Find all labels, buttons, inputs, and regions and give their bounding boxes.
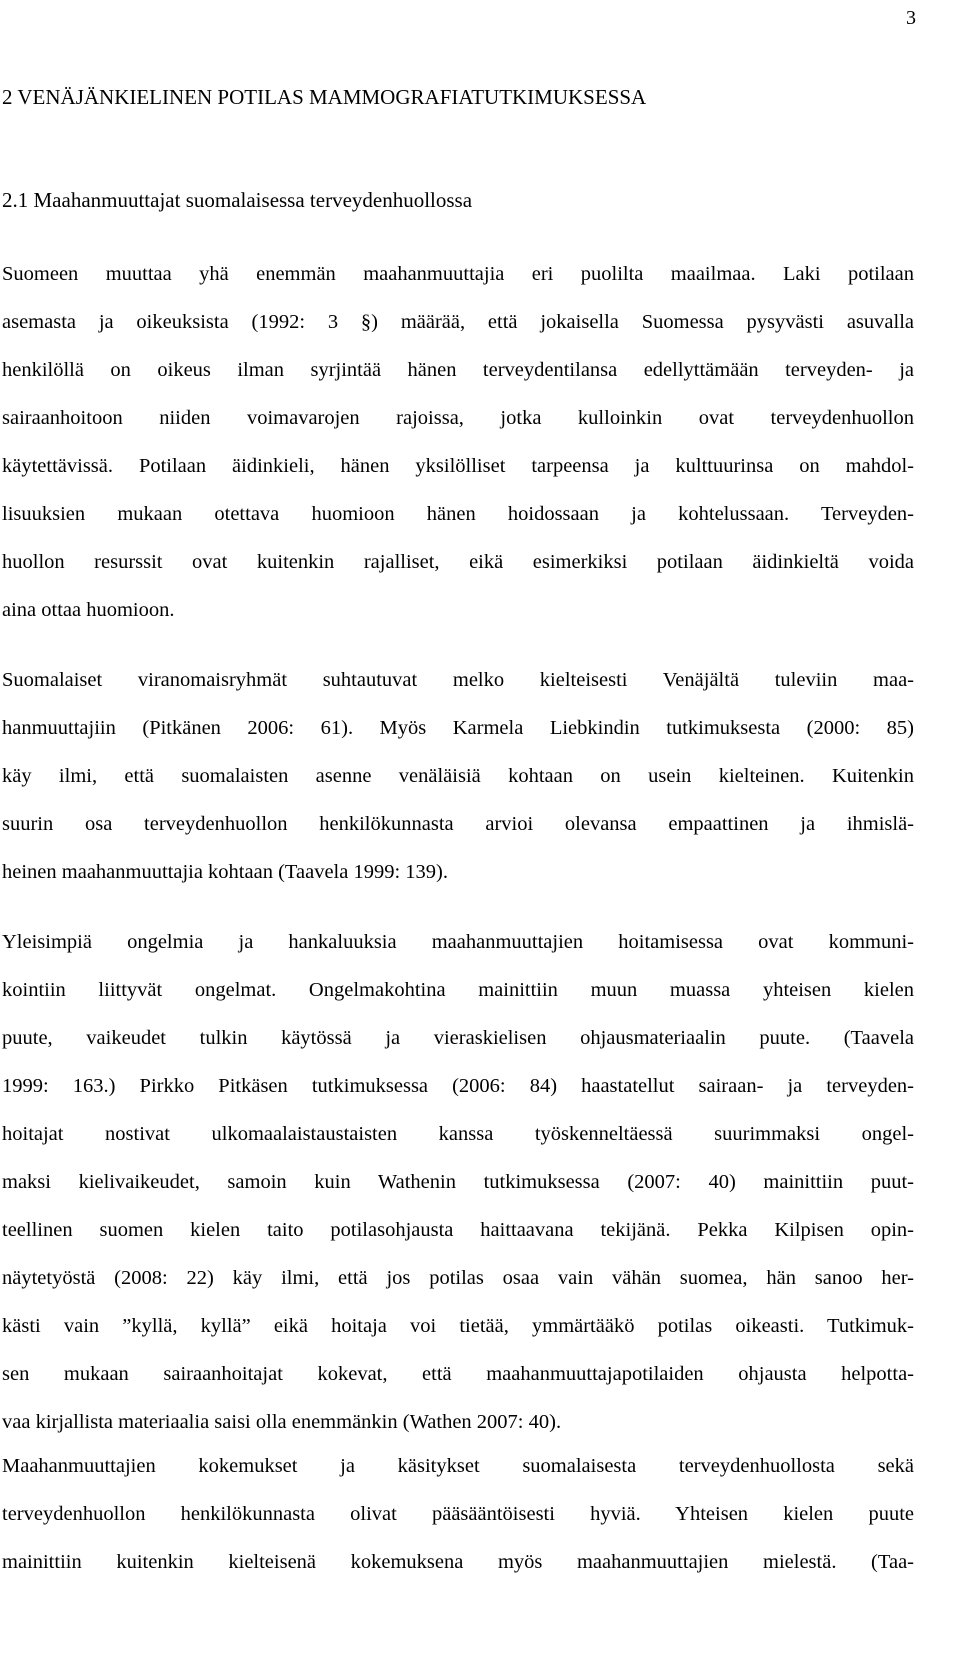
- text-line: asemasta ja oikeuksista (1992: 3 §) määrää, että jokaisella Suomessa pysyvästi asuvalla: [2, 311, 914, 333]
- text-line: sen mukaan sairaanhoitajat kokevat, että maahanmuuttajapotilaiden ohjausta helpotta-: [2, 1363, 914, 1385]
- text-line: kointiin liittyvät ongelmat. Ongelmakohtina mainittiin muun muassa yhteisen kielen: [2, 979, 914, 1001]
- text-line: hanmuuttajiin (Pitkänen 2006: 61). Myös Karmela Liebkindin tutkimuksesta (2000: 85): [2, 717, 914, 739]
- text-line: aina ottaa huomioon.: [2, 599, 175, 621]
- text-line: Suomeen muuttaa yhä enemmän maahanmuuttajia eri puolilta maailmaa. Laki potilaan: [2, 263, 914, 285]
- paragraph-2: [0, 656, 960, 896]
- page-number: 3: [906, 7, 916, 29]
- text-line: sairaanhoitoon niiden voimavarojen rajoissa, jotka kulloinkin ovat terveydenhuollon: [2, 407, 914, 429]
- text-line: Maahanmuuttajien kokemukset ja käsitykset suomalaisesta terveydenhuollosta sekä: [2, 1455, 914, 1477]
- text-line: henkilöllä on oikeus ilman syrjintää hänen terveydentilansa edellyttämään terveyden- ja: [2, 359, 914, 381]
- paragraph-4: [0, 1442, 960, 1586]
- paragraph-3: [0, 918, 960, 1446]
- text-line: kästi vain ”kyllä, kyllä” eikä hoitaja voi tietää, ymmärtääkö potilas oikeasti. Tutkimuk-: [2, 1315, 914, 1337]
- text-line: Yleisimpiä ongelmia ja hankaluuksia maahanmuuttajien hoitamisessa ovat kommuni-: [2, 931, 914, 953]
- text-line: Suomalaiset viranomaisryhmät suhtautuvat melko kielteisesti Venäjältä tuleviin maa-: [2, 669, 914, 691]
- text-line: suurin osa terveydenhuollon henkilökunnasta arvioi olevansa empaattinen ja ihmislä-: [2, 813, 914, 835]
- text-line: teellinen suomen kielen taito potilasohjausta haittaavana tekijänä. Pekka Kilpisen opin-: [2, 1219, 914, 1241]
- paragraph-1: [0, 250, 960, 634]
- text-line: vaa kirjallista materiaalia saisi olla enemmänkin (Wathen 2007: 40).: [2, 1411, 562, 1433]
- section-heading: 2.1 Maahanmuuttajat suomalaisessa terveydenhuollossa: [2, 188, 473, 212]
- text-line: näytetyöstä (2008: 22) käy ilmi, että jos potilas osaa vain vähän suomea, hän sanoo her-: [2, 1267, 914, 1289]
- text-line: heinen maahanmuuttajia kohtaan (Taavela 1999: 139).: [2, 861, 448, 883]
- text-line: käytettävissä. Potilaan äidinkieli, hänen yksilölliset tarpeensa ja kulttuurinsa on mahdol-: [2, 455, 914, 477]
- text-line: hoitajat nostivat ulkomaalaistaustaisten kanssa työskenneltäessä suurimmaksi ongel-: [2, 1123, 914, 1145]
- text-line: mainittiin kuitenkin kielteisenä kokemuksena myös maahanmuuttajien mielestä. (Taa-: [2, 1551, 914, 1573]
- text-line: 1999: 163.) Pirkko Pitkäsen tutkimuksessa (2006: 84) haastatellut sairaan- ja terveyden-: [2, 1075, 914, 1097]
- chapter-heading: 2 VENÄJÄNKIELINEN POTILAS MAMMOGRAFIATUTKIMUKSESSA: [2, 85, 647, 109]
- text-line: lisuuksien mukaan otettava huomioon hänen hoidossaan ja kohtelussaan. Terveyden-: [2, 503, 914, 525]
- text-line: puute, vaikeudet tulkin käytössä ja vieraskielisen ohjausmateriaalin puute. (Taavela: [2, 1027, 914, 1049]
- text-line: huollon resurssit ovat kuitenkin rajalliset, eikä esimerkiksi potilaan äidinkieltä voida: [2, 551, 914, 573]
- text-line: käy ilmi, että suomalaisten asenne venäläisiä kohtaan on usein kielteinen. Kuitenkin: [2, 765, 914, 787]
- text-line: maksi kielivaikeudet, samoin kuin Wathenin tutkimuksessa (2007: 40) mainittiin puut-: [2, 1171, 914, 1193]
- text-line: terveydenhuollon henkilökunnasta olivat pääsääntöisesti hyviä. Yhteisen kielen puute: [2, 1503, 914, 1525]
